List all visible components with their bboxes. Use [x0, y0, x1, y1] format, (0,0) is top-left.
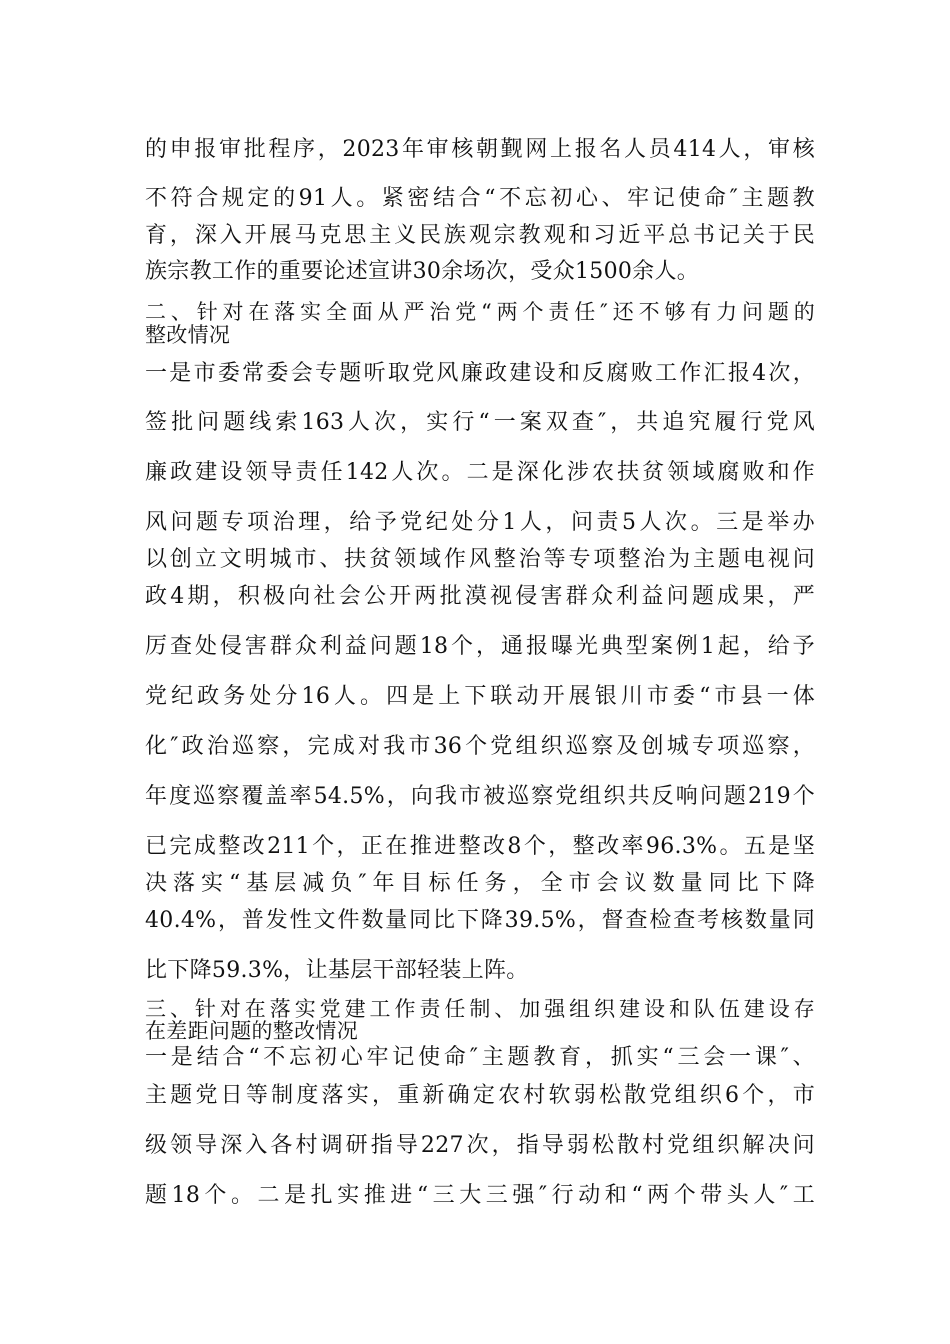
text-line: 族宗教工作的重要论述宣讲30余场次，受众1500余人。 — [145, 259, 700, 284]
text-line: 题18个。二是扎实推进“三大三强″行动和“两个带头人″工 — [145, 1183, 815, 1208]
heading-line: 二、针对在落实全面从严治党“两个责任″还不够有力问题的 — [145, 300, 815, 324]
text-line: 育，深入开展马克思主义民族观宗教观和习近平总书记关于民 — [145, 223, 815, 248]
text-line: 主题党日等制度落实，重新确定农村软弱松散党组织6个，市 — [145, 1083, 815, 1108]
text-line: 年度巡察覆盖率54.5%，向我市被巡察党组织共反响问题219个 — [145, 784, 815, 809]
text-line: 化″政治巡察，完成对我市36个党组织巡察及创城专项巡察， — [145, 734, 815, 759]
text-line: 比下降59.3%，让基层干部轻装上阵。 — [145, 958, 529, 983]
text-line: 已完成整改211个，正在推进整改8个，整改率96.3%。五是坚 — [145, 834, 815, 859]
text-line: 40.4%，普发性文件数量同比下降39.5%，督查检查考核数量同 — [145, 908, 815, 933]
heading-line: 在差距问题的整改情况 — [145, 1019, 358, 1043]
text-line: 厉查处侵害群众利益问题18个，通报曝光典型案例1起，给予 — [145, 634, 815, 659]
text-line: 党纪政务处分16人。四是上下联动开展银川市委“市县一体 — [145, 684, 815, 709]
text-line: 不符合规定的91人。紧密结合“不忘初心、牢记使命″主题教 — [145, 186, 815, 211]
text-line: 风问题专项治理，给予党纪处分1人，问责5人次。三是举办 — [145, 510, 815, 535]
text-line: 的申报审批程序，2023年审核朝觐网上报名人员414人，审核 — [145, 137, 815, 162]
text-line: 签批问题线索163人次，实行“一案双查″，共追究履行党风 — [145, 410, 815, 435]
heading-line: 三、针对在落实党建工作责任制、加强组织建设和队伍建设存 — [145, 997, 815, 1021]
text-line: 廉政建设领导责任142人次。二是深化涉农扶贫领域腐败和作 — [145, 460, 815, 485]
text-line: 一是市委常委会专题听取党风廉政建设和反腐败工作汇报4次， — [145, 361, 815, 386]
text-line: 政4期，积极向社会公开两批漠视侵害群众利益问题成果，严 — [145, 584, 815, 609]
heading-line: 整改情况 — [145, 323, 231, 347]
text-line: 一是结合“不忘初心牢记使命″主题教育，抓实“三会一课″、 — [145, 1045, 815, 1070]
text-line: 决落实“基层减负″年目标任务，全市会议数量同比下降 — [145, 871, 815, 896]
text-line: 以创立文明城市、扶贫领域作风整治等专项整治为主题电视问 — [145, 547, 815, 572]
text-line: 级领导深入各村调研指导227次，指导弱松散村党组织解决问 — [145, 1133, 815, 1158]
